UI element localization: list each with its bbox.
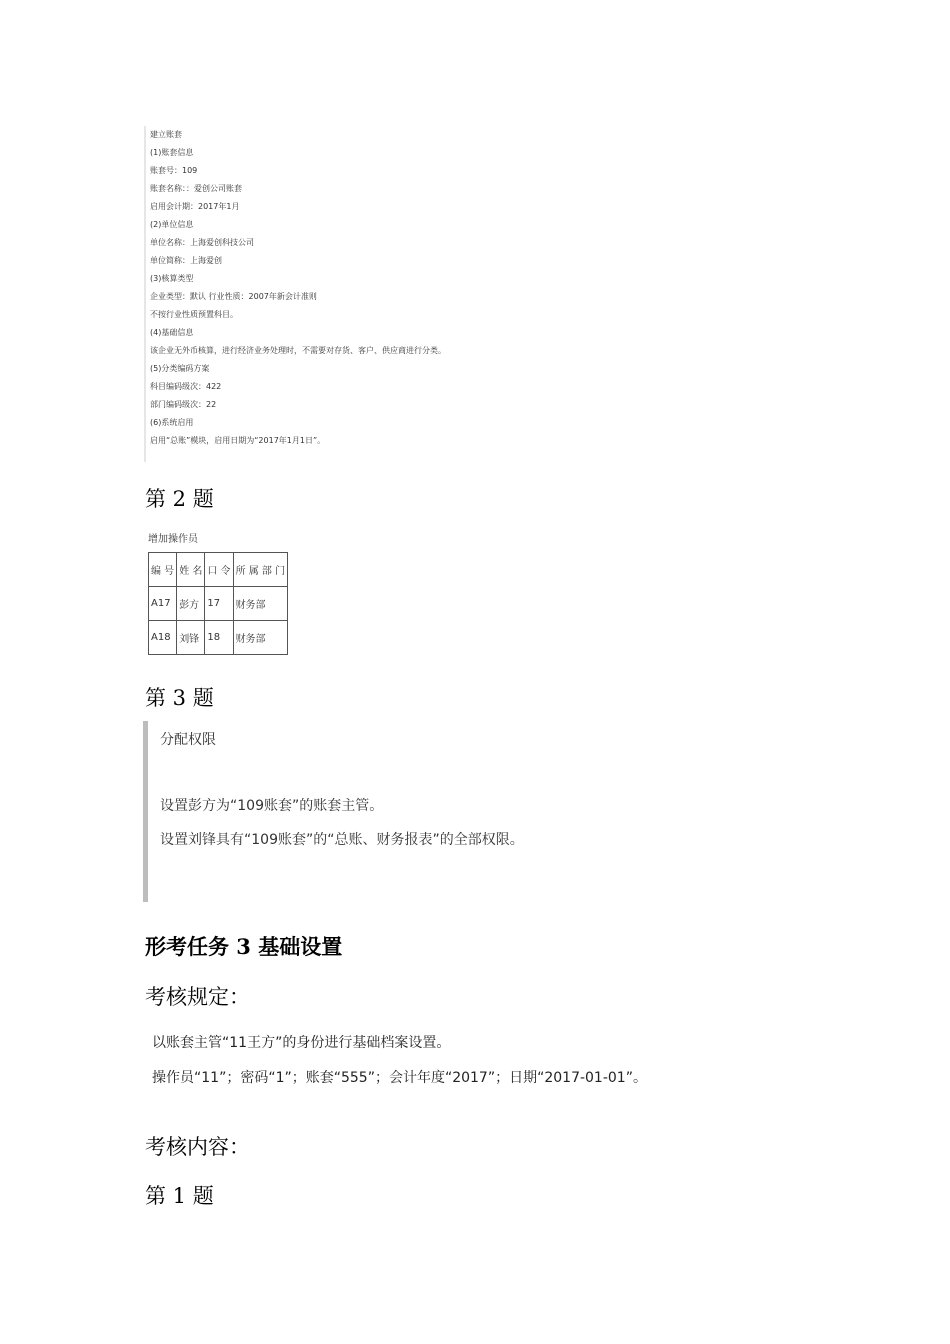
- account-setup-line: (2)单位信息: [150, 220, 194, 229]
- table-cell: A17: [149, 587, 177, 621]
- account-setup-line: 单位简称：上海爱创: [150, 256, 222, 265]
- account-setup-line: (5)分类编码方案: [150, 364, 210, 373]
- operators-table: [148, 552, 288, 655]
- account-setup-line: (6)系统启用: [150, 418, 194, 427]
- question-2-heading: 第 2 题: [145, 487, 214, 511]
- account-setup-line: 建立账套: [150, 130, 182, 139]
- account-setup-screenshot: [144, 126, 444, 462]
- table-row: [149, 587, 288, 621]
- rules-line: 操作员“11”；密码“1”；账套“555”；会计年度“2017”；日期“2017-01-01”。: [152, 1070, 647, 1086]
- table-cell: 18: [205, 621, 233, 655]
- table-cell: 财务部: [233, 621, 288, 655]
- account-setup-line: (1)账套信息: [150, 148, 194, 157]
- permissions-line: 设置刘锋具有“109账套”的“总账、财务报表”的全部权限。: [160, 832, 524, 848]
- table-cell: 财务部: [233, 587, 288, 621]
- account-setup-line: 单位名称：上海爱创科技公司: [150, 238, 254, 247]
- question-1-heading: 第 1 题: [145, 1184, 214, 1208]
- account-setup-line: 企业类型：默认 行业性质：2007年新会计准则: [150, 292, 317, 301]
- permissions-title: 分配权限: [160, 732, 216, 748]
- account-setup-line: 启用“总账”模块，启用日期为“2017年1月1日”。: [150, 436, 326, 445]
- table-header-row: [149, 553, 288, 587]
- table-cell: 刘锋: [177, 621, 205, 655]
- table-row: [149, 621, 288, 655]
- header-cell: 姓 名: [177, 553, 205, 587]
- account-setup-line: 账套号：109: [150, 166, 198, 175]
- rules-screenshot: [146, 1025, 746, 1105]
- header-cell: 所 属 部 门: [233, 553, 288, 587]
- account-setup-line: (4)基础信息: [150, 328, 194, 337]
- content-heading: 考核内容：: [145, 1135, 250, 1159]
- table-cell: 17: [205, 587, 233, 621]
- question-3-heading: 第 3 题: [145, 686, 214, 710]
- task-heading: 形考任务 3 基础设置: [145, 934, 343, 959]
- rules-heading: 考核规定：: [145, 985, 250, 1009]
- account-setup-line: 启用会计期：2017年1月: [150, 202, 240, 211]
- account-setup-line: 科目编码级次：422: [150, 382, 222, 391]
- operators-title: 增加操作员: [148, 534, 198, 545]
- permissions-screenshot: [143, 721, 603, 902]
- account-setup-line: 不按行业性质预置科目。: [150, 310, 238, 319]
- account-setup-line: 部门编码级次：22: [150, 400, 217, 409]
- account-setup-line: (3)核算类型: [150, 274, 194, 283]
- account-setup-line: 该企业无外币核算，进行经济业务处理时，不需要对存货、客户、供应商进行分类。: [150, 346, 446, 355]
- table-cell: A18: [149, 621, 177, 655]
- table-cell: 彭方: [177, 587, 205, 621]
- account-setup-line: 账套名称：：爱创公司账套: [150, 184, 242, 193]
- header-cell: 编 号: [149, 553, 177, 587]
- rules-line: 以账套主管“11王方”的身份进行基础档案设置。: [152, 1035, 451, 1051]
- permissions-line: 设置彭方为“109账套”的账套主管。: [160, 798, 384, 814]
- header-cell: 口 令: [205, 553, 233, 587]
